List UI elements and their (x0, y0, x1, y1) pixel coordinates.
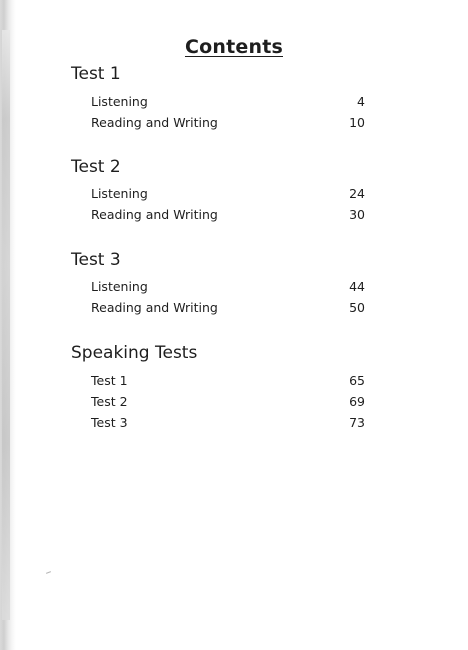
scan-speck (46, 571, 51, 574)
toc-entry[interactable] (91, 279, 365, 297)
toc-entry-page: 69 (349, 394, 365, 409)
toc-entry-label: Listening (91, 186, 148, 201)
toc-entry-label: Reading and Writing (91, 300, 218, 315)
toc-entry[interactable] (91, 207, 365, 225)
toc-entry-label: Test 2 (91, 394, 128, 409)
page-title: Contents (184, 36, 283, 58)
toc-entry-page: 73 (349, 415, 365, 430)
toc-entry-label: Test 3 (91, 415, 128, 430)
toc-entry-page: 30 (349, 207, 365, 222)
section-heading-test-3: Test 3 (71, 250, 121, 270)
toc-entry[interactable] (91, 415, 365, 433)
page-scan-shadow (2, 30, 10, 620)
toc-entry-label: Listening (91, 279, 148, 294)
toc-entry-page: 4 (357, 94, 365, 109)
section-heading-test-1: Test 1 (71, 64, 121, 84)
toc-entry-label: Listening (91, 94, 148, 109)
toc-entry-page: 65 (349, 373, 365, 388)
section-heading-speaking-tests: Speaking Tests (71, 343, 198, 363)
toc-entry-page: 50 (349, 300, 365, 315)
toc-entry[interactable] (91, 186, 365, 204)
toc-entry-page: 44 (349, 279, 365, 294)
toc-entry-page: 24 (349, 186, 365, 201)
toc-entry[interactable] (91, 373, 365, 391)
toc-entry-label: Reading and Writing (91, 115, 218, 130)
toc-entry-label: Reading and Writing (91, 207, 218, 222)
toc-entry[interactable] (91, 94, 365, 112)
toc-entry-page: 10 (349, 115, 365, 130)
toc-entry[interactable] (91, 394, 365, 412)
toc-entry[interactable] (91, 115, 365, 133)
toc-entry-label: Test 1 (91, 373, 128, 388)
toc-entry[interactable] (91, 300, 365, 318)
section-heading-test-2: Test 2 (71, 157, 121, 177)
